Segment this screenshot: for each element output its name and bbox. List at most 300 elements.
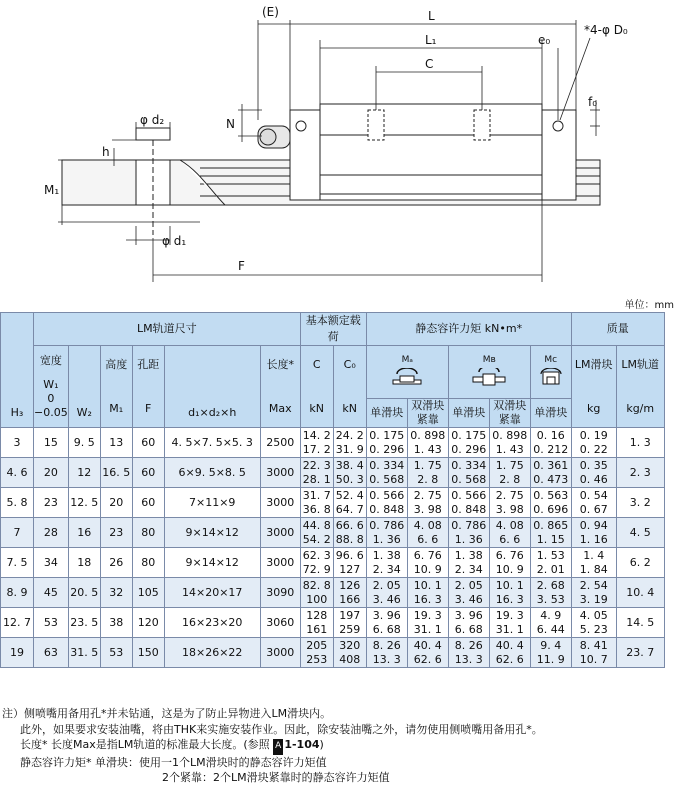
cell-w1: 34 bbox=[34, 548, 69, 578]
cell-mb1 bbox=[448, 548, 489, 578]
cell-mc bbox=[530, 638, 571, 668]
cell-value: 2. 01 bbox=[536, 562, 565, 576]
cell-m1: 26 bbox=[100, 548, 132, 578]
header-ma: Mₐ bbox=[366, 346, 448, 399]
cell-ma1 bbox=[366, 458, 407, 488]
cell-value: 64. 7 bbox=[335, 502, 364, 516]
cell-value: 0. 46 bbox=[579, 472, 608, 486]
cell-w2: 12 bbox=[68, 458, 100, 488]
cell-blk bbox=[571, 488, 616, 518]
cell-value: 0. 67 bbox=[579, 502, 608, 516]
label-d1: φ d₁ bbox=[162, 234, 187, 248]
cell-value: 3. 98 bbox=[413, 502, 442, 516]
cell-m1: 38 bbox=[100, 608, 132, 638]
cell-ma2 bbox=[407, 428, 448, 458]
cell-value: 259 bbox=[339, 622, 361, 636]
header-mb-single: 单滑块 bbox=[448, 399, 489, 428]
cell-rail: 6. 2 bbox=[616, 548, 664, 578]
cell-value: 72. 9 bbox=[302, 562, 331, 576]
cell-value: 10. 1 bbox=[495, 578, 524, 592]
cell-value: 82. 8 bbox=[302, 578, 331, 592]
cell-mb2 bbox=[489, 578, 530, 608]
cell-ma2 bbox=[407, 458, 448, 488]
cell-value: 0. 296 bbox=[451, 442, 487, 456]
cell-value: 40. 4 bbox=[413, 638, 442, 652]
cell-rail: 2. 3 bbox=[616, 458, 664, 488]
unit-label: 单位：mm bbox=[624, 300, 674, 311]
header-lm-rail-dims: LM轨道尺寸 bbox=[34, 313, 301, 346]
header-lm-rail: LM轨道 kg/m bbox=[616, 346, 664, 428]
cell-value: 6. 76 bbox=[495, 548, 524, 562]
cell-mb1 bbox=[448, 578, 489, 608]
cell-mb2 bbox=[489, 458, 530, 488]
cell-value: 3. 46 bbox=[454, 592, 483, 606]
cell-mb1 bbox=[448, 518, 489, 548]
cell-d: 18×26×22 bbox=[164, 638, 260, 668]
table-row bbox=[1, 458, 665, 488]
cell-d: 6×9. 5×8. 5 bbox=[164, 458, 260, 488]
cell-value: 19. 3 bbox=[495, 608, 524, 622]
header-ma-single: 单滑块 bbox=[366, 399, 407, 428]
label-L1: L₁ bbox=[425, 33, 437, 47]
header-c: C kN bbox=[300, 346, 333, 428]
header-static-moment: 静态容许力矩 kN•m* bbox=[366, 313, 571, 346]
cell-value: 126 bbox=[339, 578, 361, 592]
cell-f: 120 bbox=[132, 608, 164, 638]
cell-c0 bbox=[333, 608, 366, 638]
cell-value: 19. 3 bbox=[413, 608, 442, 622]
header-c0: C₀ kN bbox=[333, 346, 366, 428]
table-row bbox=[1, 638, 665, 668]
note-line-3-text: 长度* 长度Max是指LM轨道的标准最大长度。(参照 bbox=[20, 738, 274, 751]
cell-value: 10. 9 bbox=[495, 562, 524, 576]
label-f0: f₀ bbox=[588, 95, 598, 109]
cell-w2: 23. 5 bbox=[68, 608, 100, 638]
cell-rail: 3. 2 bbox=[616, 488, 664, 518]
cell-c0 bbox=[333, 578, 366, 608]
cell-w2: 16 bbox=[68, 518, 100, 548]
cell-value: 0. 19 bbox=[579, 428, 608, 442]
label-C: C bbox=[425, 57, 434, 71]
cell-mb1 bbox=[448, 488, 489, 518]
cell-value: 2. 05 bbox=[372, 578, 401, 592]
cell-value: 1. 15 bbox=[536, 532, 565, 546]
note-line-3 bbox=[2, 737, 543, 755]
cell-value: 9. 4 bbox=[540, 638, 562, 652]
cell-c bbox=[300, 458, 333, 488]
cell-c0 bbox=[333, 518, 366, 548]
note-line-3-end: ) bbox=[319, 738, 324, 751]
cell-ma1 bbox=[366, 578, 407, 608]
cell-h3: 7. 5 bbox=[1, 548, 34, 578]
cell-blk bbox=[571, 428, 616, 458]
cell-value: 66. 6 bbox=[335, 518, 364, 532]
cell-ma1 bbox=[366, 548, 407, 578]
cell-value: 205 bbox=[306, 638, 328, 652]
cell-d: 4. 5×7. 5×5. 3 bbox=[164, 428, 260, 458]
label-h: h bbox=[102, 145, 110, 159]
cell-value: 8. 26 bbox=[454, 638, 483, 652]
note-line-1: 注）侧喷嘴用备用孔*并未钻通，这是为了防止异物进入LM滑块内。 bbox=[2, 707, 332, 720]
cell-value: 17. 2 bbox=[302, 442, 331, 456]
cell-w2: 31. 5 bbox=[68, 638, 100, 668]
cell-value: 6. 68 bbox=[454, 622, 483, 636]
cell-value: 10. 1 bbox=[413, 578, 442, 592]
cell-blk bbox=[571, 608, 616, 638]
cell-ma1 bbox=[366, 488, 407, 518]
cell-ma2 bbox=[407, 608, 448, 638]
cell-mc bbox=[530, 608, 571, 638]
cell-value: 4. 05 bbox=[579, 608, 608, 622]
cell-value: 4. 08 bbox=[495, 518, 524, 532]
cell-h3: 4. 6 bbox=[1, 458, 34, 488]
cell-value: 96. 6 bbox=[335, 548, 364, 562]
cell-m1: 20 bbox=[100, 488, 132, 518]
cell-value: 0. 175 bbox=[451, 428, 487, 442]
cell-m1: 23 bbox=[100, 518, 132, 548]
cell-mc bbox=[530, 488, 571, 518]
cell-rail: 14. 5 bbox=[616, 608, 664, 638]
cell-value: 0. 848 bbox=[369, 502, 405, 516]
cell-ma2 bbox=[407, 548, 448, 578]
header-d1d2h: d₁×d₂×h bbox=[164, 346, 260, 428]
cell-value: 13. 3 bbox=[454, 652, 483, 666]
cell-value: 320 bbox=[339, 638, 361, 652]
page-ref-icon: A bbox=[273, 739, 283, 755]
cell-c0 bbox=[333, 638, 366, 668]
cell-value: 36. 8 bbox=[302, 502, 331, 516]
cell-w1: 28 bbox=[34, 518, 69, 548]
header-basic-load: 基本额定载荷 bbox=[300, 313, 366, 346]
cell-w1: 63 bbox=[34, 638, 69, 668]
cell-value: 11. 9 bbox=[536, 652, 565, 666]
cell-value: 0. 563 bbox=[533, 488, 569, 502]
cell-value: 3. 98 bbox=[495, 502, 524, 516]
table-row bbox=[1, 488, 665, 518]
cell-value: 31. 1 bbox=[495, 622, 524, 636]
cell-mb2 bbox=[489, 518, 530, 548]
lm-guide-dimension-drawing bbox=[0, 0, 678, 300]
cell-w1: 53 bbox=[34, 608, 69, 638]
cell-value: 14. 2 bbox=[302, 428, 331, 442]
cell-value: 0. 212 bbox=[533, 442, 569, 456]
cell-value: 2. 54 bbox=[579, 578, 608, 592]
cell-value: 0. 786 bbox=[451, 518, 487, 532]
cell-value: 0. 848 bbox=[451, 502, 487, 516]
cell-value: 0. 22 bbox=[579, 442, 608, 456]
cell-c0 bbox=[333, 548, 366, 578]
cell-c bbox=[300, 638, 333, 668]
cell-h3: 3 bbox=[1, 428, 34, 458]
cell-mb1 bbox=[448, 428, 489, 458]
cell-value: 1. 16 bbox=[579, 532, 608, 546]
cell-c bbox=[300, 488, 333, 518]
cell-d: 14×20×17 bbox=[164, 578, 260, 608]
cell-max: 3000 bbox=[260, 638, 300, 668]
cell-h3: 19 bbox=[1, 638, 34, 668]
cell-value: 0. 865 bbox=[533, 518, 569, 532]
cell-value: 1. 84 bbox=[579, 562, 608, 576]
spec-table-body bbox=[1, 428, 665, 668]
cell-value: 3. 46 bbox=[372, 592, 401, 606]
cell-value: 0. 35 bbox=[579, 458, 608, 472]
cell-value: 31. 9 bbox=[335, 442, 364, 456]
header-length: 长度* Max bbox=[260, 346, 300, 428]
cell-value: 31. 1 bbox=[413, 622, 442, 636]
header-mb: Mʙ bbox=[448, 346, 530, 399]
cell-value: 0. 16 bbox=[536, 428, 565, 442]
cell-rail: 1. 3 bbox=[616, 428, 664, 458]
label-M1: M₁ bbox=[44, 183, 60, 197]
cell-ma2 bbox=[407, 488, 448, 518]
cell-f: 80 bbox=[132, 548, 164, 578]
note-line-5: 2个紧靠：2个LM滑块紧靠时的静态容许力矩值 bbox=[162, 771, 390, 784]
cell-value: 0. 361 bbox=[533, 458, 569, 472]
cell-value: 62. 6 bbox=[495, 652, 524, 666]
cell-value: 166 bbox=[339, 592, 361, 606]
cell-mc bbox=[530, 458, 571, 488]
cell-value: 253 bbox=[306, 652, 328, 666]
header-ma-double: 双滑块 紧靠 bbox=[407, 399, 448, 428]
cell-value: 13. 3 bbox=[372, 652, 401, 666]
cell-blk bbox=[571, 638, 616, 668]
cell-value: 50. 3 bbox=[335, 472, 364, 486]
header-mc-single: 单滑块 bbox=[530, 399, 571, 428]
cell-value: 6. 6 bbox=[417, 532, 439, 546]
cell-c bbox=[300, 608, 333, 638]
cell-mc bbox=[530, 548, 571, 578]
cell-value: 408 bbox=[339, 652, 361, 666]
cell-value: 1. 43 bbox=[495, 442, 524, 456]
cell-f: 60 bbox=[132, 428, 164, 458]
cell-c0 bbox=[333, 488, 366, 518]
table-row bbox=[1, 578, 665, 608]
header-w2: W₂ bbox=[68, 346, 100, 428]
cell-rail: 10. 4 bbox=[616, 578, 664, 608]
cell-value: 161 bbox=[306, 622, 328, 636]
cell-mb1 bbox=[448, 638, 489, 668]
cell-value: 3. 53 bbox=[536, 592, 565, 606]
cell-c bbox=[300, 428, 333, 458]
cell-h3: 12. 7 bbox=[1, 608, 34, 638]
cell-value: 100 bbox=[306, 592, 328, 606]
cell-value: 6. 68 bbox=[372, 622, 401, 636]
cell-value: 40. 4 bbox=[495, 638, 524, 652]
cell-c0 bbox=[333, 458, 366, 488]
cell-w1: 20 bbox=[34, 458, 69, 488]
cell-max: 3000 bbox=[260, 458, 300, 488]
cell-value: 62. 3 bbox=[302, 548, 331, 562]
note-line-4: 静态容许力矩* 单滑块：使用一1个LM滑块时的静态容许力矩值 bbox=[20, 755, 327, 769]
cell-blk bbox=[571, 548, 616, 578]
cell-w1: 45 bbox=[34, 578, 69, 608]
cell-value: 2. 75 bbox=[495, 488, 524, 502]
cell-value: 2. 34 bbox=[372, 562, 401, 576]
header-mb-double: 双滑块 紧靠 bbox=[489, 399, 530, 428]
cell-ma1 bbox=[366, 428, 407, 458]
cell-mc bbox=[530, 518, 571, 548]
cell-value: 4. 9 bbox=[540, 608, 562, 622]
cell-value: 128 bbox=[306, 608, 328, 622]
cell-value: 0. 473 bbox=[533, 472, 569, 486]
cell-value: 2. 05 bbox=[454, 578, 483, 592]
cell-value: 31. 7 bbox=[302, 488, 331, 502]
cell-value: 0. 898 bbox=[492, 428, 528, 442]
cell-max: 3000 bbox=[260, 518, 300, 548]
cell-f: 60 bbox=[132, 458, 164, 488]
moment-mb-icon bbox=[471, 368, 507, 388]
table-row bbox=[1, 548, 665, 578]
cell-value: 0. 566 bbox=[451, 488, 487, 502]
cell-value: 16. 3 bbox=[495, 592, 524, 606]
cell-mc bbox=[530, 578, 571, 608]
cell-w2: 18 bbox=[68, 548, 100, 578]
cell-value: 6. 6 bbox=[499, 532, 521, 546]
cell-value: 16. 3 bbox=[413, 592, 442, 606]
cell-value: 8. 26 bbox=[372, 638, 401, 652]
cell-m1: 32 bbox=[100, 578, 132, 608]
cell-ma1 bbox=[366, 638, 407, 668]
cell-value: 0. 334 bbox=[451, 458, 487, 472]
cell-mb2 bbox=[489, 638, 530, 668]
cell-value: 6. 76 bbox=[413, 548, 442, 562]
cell-value: 2. 8 bbox=[417, 472, 439, 486]
notes bbox=[2, 706, 543, 786]
cell-value: 52. 4 bbox=[335, 488, 364, 502]
cell-value: 1. 75 bbox=[495, 458, 524, 472]
cell-ma2 bbox=[407, 578, 448, 608]
cell-mc bbox=[530, 428, 571, 458]
cell-ma1 bbox=[366, 518, 407, 548]
cell-c bbox=[300, 548, 333, 578]
cell-value: 38. 4 bbox=[335, 458, 364, 472]
cell-f: 105 bbox=[132, 578, 164, 608]
cell-mb2 bbox=[489, 488, 530, 518]
cell-w2: 12. 5 bbox=[68, 488, 100, 518]
cell-blk bbox=[571, 578, 616, 608]
cell-value: 0. 786 bbox=[369, 518, 405, 532]
cell-value: 4. 08 bbox=[413, 518, 442, 532]
cell-c bbox=[300, 518, 333, 548]
cell-value: 1. 38 bbox=[454, 548, 483, 562]
cell-value: 0. 568 bbox=[451, 472, 487, 486]
cell-value: 1. 36 bbox=[372, 532, 401, 546]
cell-d: 9×14×12 bbox=[164, 518, 260, 548]
cell-w1: 15 bbox=[34, 428, 69, 458]
cell-value: 10. 9 bbox=[413, 562, 442, 576]
cell-value: 22. 3 bbox=[302, 458, 331, 472]
cell-mb1 bbox=[448, 458, 489, 488]
cell-mb1 bbox=[448, 608, 489, 638]
label-E: (E) bbox=[262, 5, 279, 19]
cell-h3: 5. 8 bbox=[1, 488, 34, 518]
cell-value: 62. 6 bbox=[413, 652, 442, 666]
cell-value: 0. 54 bbox=[579, 488, 608, 502]
cell-blk bbox=[571, 458, 616, 488]
cell-value: 2. 34 bbox=[454, 562, 483, 576]
cell-value: 0. 175 bbox=[369, 428, 405, 442]
cell-value: 2. 68 bbox=[536, 578, 565, 592]
table-row bbox=[1, 428, 665, 458]
cell-value: 0. 334 bbox=[369, 458, 405, 472]
cell-ma1 bbox=[366, 608, 407, 638]
cell-value: 88. 8 bbox=[335, 532, 364, 546]
cell-d: 7×11×9 bbox=[164, 488, 260, 518]
table-row bbox=[1, 608, 665, 638]
label-d2: φ d₂ bbox=[140, 113, 165, 127]
cell-f: 60 bbox=[132, 488, 164, 518]
spec-table bbox=[0, 312, 665, 668]
cell-value: 10. 7 bbox=[579, 652, 608, 666]
header-pitch: 孔距 F bbox=[132, 346, 164, 428]
cell-value: 1. 43 bbox=[413, 442, 442, 456]
cell-value: 8. 41 bbox=[579, 638, 608, 652]
cell-value: 127 bbox=[339, 562, 361, 576]
label-e0: e₀ bbox=[538, 33, 551, 47]
cell-mb2 bbox=[489, 428, 530, 458]
cell-c0 bbox=[333, 428, 366, 458]
cell-m1: 53 bbox=[100, 638, 132, 668]
cell-value: 2. 8 bbox=[499, 472, 521, 486]
header-lm-block: LM滑块 kg bbox=[571, 346, 616, 428]
cell-value: 1. 36 bbox=[454, 532, 483, 546]
label-L: L bbox=[428, 9, 435, 23]
cell-value: 1. 53 bbox=[536, 548, 565, 562]
moment-mc-icon bbox=[537, 368, 565, 388]
cell-max: 3090 bbox=[260, 578, 300, 608]
cell-value: 2. 75 bbox=[413, 488, 442, 502]
cell-value: 3. 19 bbox=[579, 592, 608, 606]
label-N: N bbox=[226, 117, 235, 131]
cell-m1: 16. 5 bbox=[100, 458, 132, 488]
cell-mb2 bbox=[489, 548, 530, 578]
cell-value: 3. 96 bbox=[372, 608, 401, 622]
cell-value: 24. 2 bbox=[335, 428, 364, 442]
cell-h3: 8. 9 bbox=[1, 578, 34, 608]
cell-value: 5. 23 bbox=[579, 622, 608, 636]
cell-value: 0. 296 bbox=[369, 442, 405, 456]
cell-value: 0. 696 bbox=[533, 502, 569, 516]
cell-ma2 bbox=[407, 518, 448, 548]
cell-f: 150 bbox=[132, 638, 164, 668]
cell-value: 1. 38 bbox=[372, 548, 401, 562]
cell-c bbox=[300, 578, 333, 608]
cell-value: 6. 44 bbox=[536, 622, 565, 636]
note-line-2: 此外，如果要求安装油嘴，将由THK来实施安装作业。因此，除安装油嘴之外，请勿使用侧喷嘴用备用孔*。 bbox=[20, 722, 543, 736]
header-mc: Mᴄ bbox=[530, 346, 571, 399]
header-width: 宽度 W₁ 0 −0.05 bbox=[34, 346, 69, 428]
cell-m1: 13 bbox=[100, 428, 132, 458]
cell-value: 54. 2 bbox=[302, 532, 331, 546]
cell-ma2 bbox=[407, 638, 448, 668]
cell-value: 3. 96 bbox=[454, 608, 483, 622]
header-mass: 质量 bbox=[571, 313, 664, 346]
cell-rail: 4. 5 bbox=[616, 518, 664, 548]
header-h3: H₃ bbox=[1, 313, 34, 428]
cell-value: 197 bbox=[339, 608, 361, 622]
cell-value: 0. 94 bbox=[579, 518, 608, 532]
header-height: 高度 M₁ bbox=[100, 346, 132, 428]
cell-value: 44. 8 bbox=[302, 518, 331, 532]
cell-d: 9×14×12 bbox=[164, 548, 260, 578]
cell-max: 2500 bbox=[260, 428, 300, 458]
label-holes: *4-φ D₀ bbox=[584, 23, 628, 37]
table-row bbox=[1, 518, 665, 548]
cell-mb2 bbox=[489, 608, 530, 638]
moment-ma-icon bbox=[389, 368, 425, 388]
page-ref[interactable]: 1-104 bbox=[284, 738, 320, 751]
cell-max: 3000 bbox=[260, 488, 300, 518]
